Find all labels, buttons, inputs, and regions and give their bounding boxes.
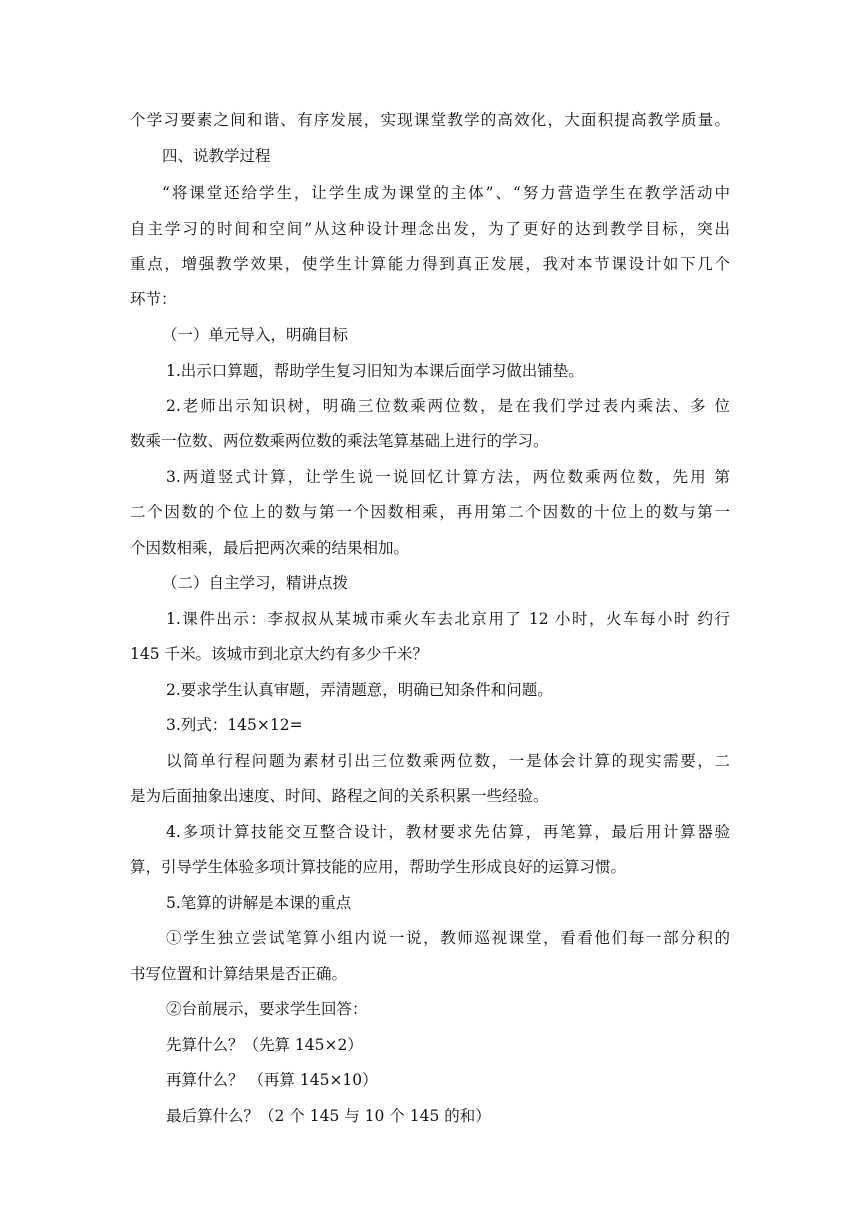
text-line: 数乘一位数、两位数乘两位数的乘法笔算基础上进行的学习。 xyxy=(130,432,549,450)
text-line: 个因数相乘，最后把两次乘的结果相加。 xyxy=(130,539,410,557)
text-line: ①学生独立尝试笔算小组内说一说，教师巡视课堂，看看他们每一部分积的 xyxy=(166,929,730,947)
text-line: 145 千米。该城市到北京大约有多少千米？ xyxy=(130,645,429,663)
text-line: 以简单行程问题为素材引出三位数乘两位数，一是体会计算的现实需要，二 xyxy=(166,752,730,770)
text-line: 3.两道竖式计算，让学生说一说回忆计算方法，两位数乘两位数，先用 第 xyxy=(166,468,730,486)
subsection-heading: （二）自主学习，精讲点拨 xyxy=(162,574,349,592)
subsection-heading: （一）单元导入，明确目标 xyxy=(162,326,349,344)
text-line: 个学习要素之间和谐、有序发展，实现课堂教学的高效化，大面积提高教学质量。 xyxy=(130,111,730,129)
text-line: 2.要求学生认真审题，弄清题意，明确已知条件和问题。 xyxy=(166,681,553,699)
text-line: 重点，增强教学效果，使学生计算能力得到真正发展，我对本节课设计如下几个 xyxy=(130,255,730,273)
text-line: 自主学习的时间和空间”从这种设计理念出发，为了更好的达到教学目标，突出 xyxy=(130,220,730,238)
text-line: 1.课件出示：李叔叔从某城市乘火车去北京用了 12 小时，火车每小时 约行 xyxy=(166,610,730,628)
text-line: 先算什么？（先算 145×2） xyxy=(166,1036,363,1054)
text-line: 是为后面抽象出速度、时间、路程之间的关系积累一些经验。 xyxy=(130,787,549,805)
text-line: “将课堂还给学生，让学生成为课堂的主体”、“努力营造学生在教学活动中 xyxy=(162,184,730,202)
text-line: 再算什么？ （再算 145×10） xyxy=(166,1071,378,1089)
section-heading: 四、说教学过程 xyxy=(162,147,271,165)
text-line: 3.列式：145×12= xyxy=(166,716,303,734)
text-line: 2.老师出示知识树，明确三位数乘两位数，是在我们学过表内乘法、多 位 xyxy=(166,397,730,415)
text-line: 5.笔算的讲解是本课的重点 xyxy=(166,894,352,912)
text-line: 环节： xyxy=(130,290,177,308)
text-line: 书写位置和计算结果是否正确。 xyxy=(130,965,348,983)
text-line: 4.多项计算技能交互整合设计，教材要求先估算，再笔算，最后用计算器验 xyxy=(166,823,730,841)
text-line: 1.出示口算题，帮助学生复习旧知为本课后面学习做出铺垫。 xyxy=(166,362,584,380)
text-line: 最后算什么？（2 个 145 与 10 个 145 的和） xyxy=(166,1107,491,1125)
text-line: ②台前展示，要求学生回答： xyxy=(166,1000,368,1018)
text-line: 算，引导学生体验多项计算技能的应用，帮助学生形成良好的运算习惯。 xyxy=(130,858,627,876)
text-line: 二个因数的个位上的数与第一个因数相乘，再用第二个因数的十位上的数与第一 xyxy=(130,503,730,521)
